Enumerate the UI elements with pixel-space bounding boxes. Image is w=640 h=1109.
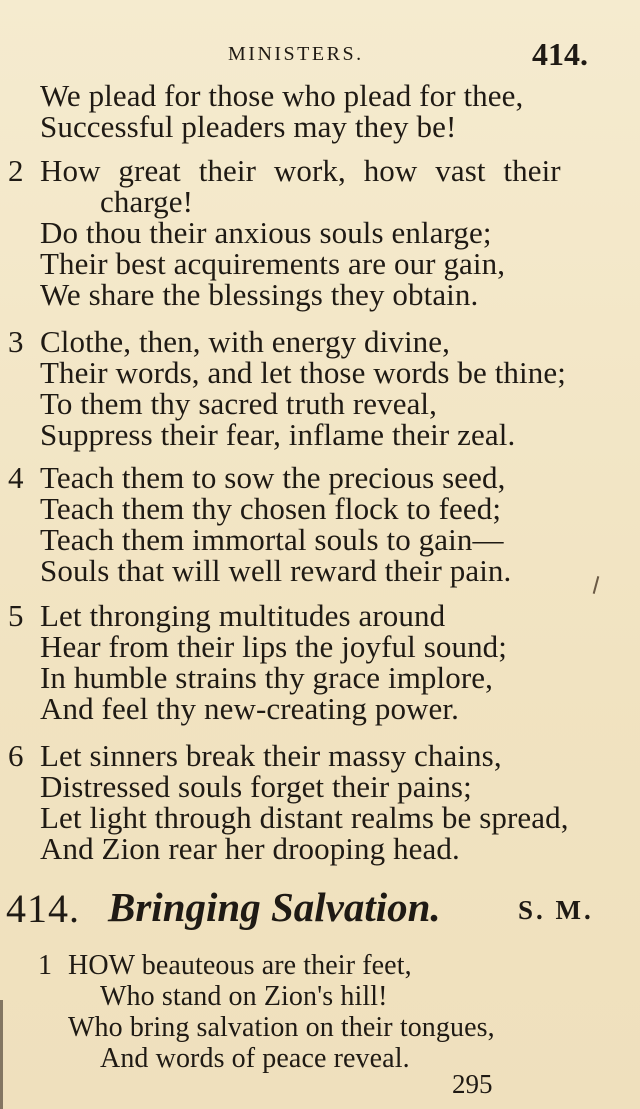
verse-line: Souls that will well reward their pain. xyxy=(40,553,512,588)
verse-line: Do thou their anxious souls enlarge; xyxy=(40,215,492,250)
page-edge-shadow xyxy=(0,1000,3,1109)
verse-line: Teach them immortal souls to gain— xyxy=(40,522,504,557)
verse-line: Hear from their lips the joyful sound; xyxy=(40,629,507,664)
verse-line: Their words, and let those words be thine; xyxy=(40,355,566,390)
verse-line: We share the blessings they obtain. xyxy=(40,277,479,312)
verse-line: Suppress their fear, inflame their zeal. xyxy=(40,417,516,452)
verse-line: We plead for those who plead for thee, xyxy=(40,78,524,113)
verse-line: Their best acquirements are our gain, xyxy=(40,246,506,281)
verse-line: How great their work, how vast their xyxy=(40,153,561,188)
verse-line: To them thy sacred truth reveal, xyxy=(40,386,437,421)
page-number: 295 xyxy=(452,1069,493,1099)
hymn-meter: S. M. xyxy=(518,895,594,925)
verse-line: Successful pleaders may they be! xyxy=(40,109,457,144)
verse-line: Teach them thy chosen flock to feed; xyxy=(40,491,502,526)
ink-mark xyxy=(593,576,600,594)
verse-line: And words of peace reveal. xyxy=(100,1043,410,1074)
running-header-number: 414. xyxy=(532,36,588,72)
stanza-number: 4 xyxy=(8,460,24,495)
verse-line: In humble strains thy grace implore, xyxy=(40,660,493,695)
verse-line: Let light through distant realms be spread, xyxy=(40,800,569,835)
verse-line: And feel thy new-creating power. xyxy=(40,691,459,726)
verse-line: charge! xyxy=(100,184,194,219)
stanza-number: 3 xyxy=(8,324,24,359)
stanza-number: 5 xyxy=(8,598,24,633)
verse-line: Clothe, then, with energy divine, xyxy=(40,324,450,359)
stanza-number: 1 xyxy=(38,950,53,981)
stanza-number: 6 xyxy=(8,738,24,773)
verse-line: Distressed souls forget their pains; xyxy=(40,769,472,804)
hymn-title: Bringing Salvation. xyxy=(108,884,441,930)
verse-line: Let thronging multitudes around xyxy=(40,598,446,633)
verse-line: HOW beauteous are their feet, xyxy=(68,950,412,981)
verse-line: Teach them to sow the precious seed, xyxy=(40,460,506,495)
verse-line: Let sinners break their massy chains, xyxy=(40,738,502,773)
verse-line: And Zion rear her drooping head. xyxy=(40,831,460,866)
verse-line: Who stand on Zion's hill! xyxy=(100,981,388,1012)
running-header-section: MINISTERS. xyxy=(228,43,364,65)
stanza-number: 2 xyxy=(8,153,24,188)
verse-line: Who bring salvation on their tongues, xyxy=(68,1012,495,1043)
hymn-number: 414. xyxy=(6,886,80,931)
